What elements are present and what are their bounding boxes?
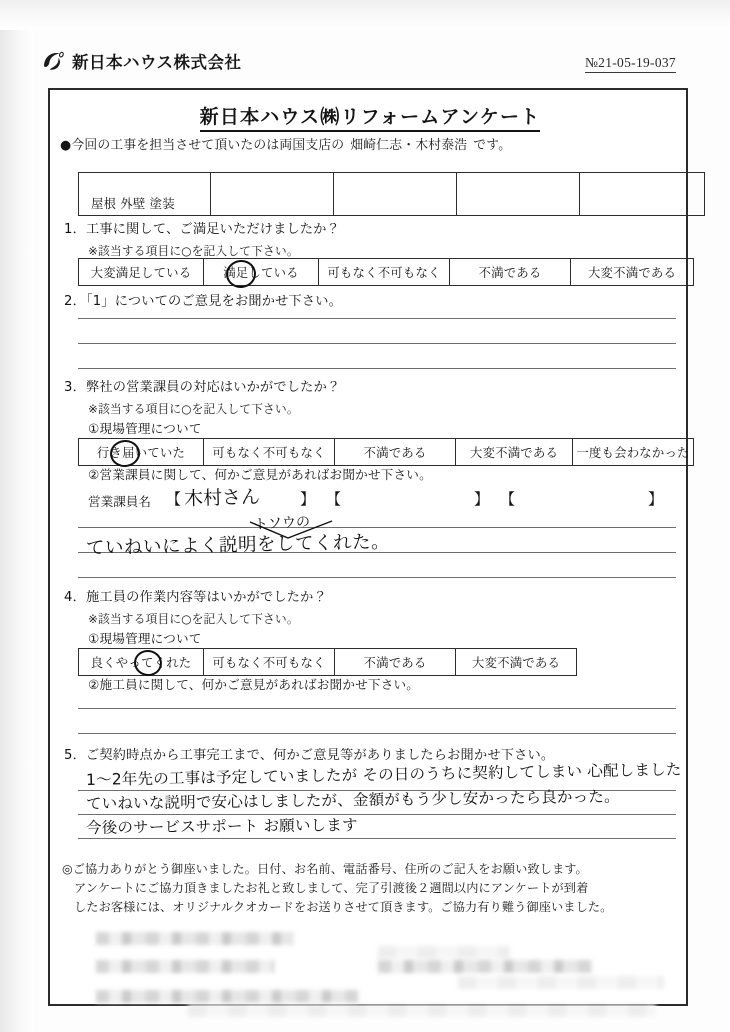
name-bracket-close-2: 】: [648, 490, 664, 508]
question-2-heading: 2．「1」についてのご意見をお聞かせ下さい。: [64, 294, 343, 309]
scan-shadow-left: [0, 0, 34, 1032]
redacted-bar-row1-b: [378, 946, 510, 959]
table-row: [79, 649, 577, 676]
q2-answer-line-0[interactable]: [78, 318, 676, 319]
q4-option-2[interactable]: 不満である: [335, 649, 456, 676]
redacted-personal-info: [78, 928, 678, 1020]
form-title: [50, 102, 690, 129]
footer-notice: [62, 860, 680, 917]
swoosh-logo-icon: [40, 48, 66, 74]
q1-option-2[interactable]: 可もなく不可もなく: [319, 259, 450, 286]
redacted-bar-row3-b: [188, 1004, 656, 1017]
name-field-0-value[interactable]: 木村さん: [183, 486, 261, 510]
name-bracket-open-2: 【: [500, 490, 516, 508]
name-bracket-open-0: 【: [166, 490, 182, 508]
work-type-cell-3[interactable]: [457, 173, 580, 216]
question-1-heading: 1．工事に関して、ご満足いただけましたか？: [64, 222, 341, 237]
footer-line-2: アンケートにご協力頂きましたお礼と致しまして、完了引渡後２週間以内にアンケートが到着: [74, 880, 589, 895]
table-row: [79, 439, 694, 466]
question-3-sub2: ②営業課員に関して、何かご意見があればお聞かせ下さい。: [88, 467, 432, 482]
q1-option-0[interactable]: 大変満足している: [79, 259, 204, 286]
name-bracket-close-1: 】: [474, 490, 490, 508]
masthead: [40, 48, 690, 82]
q3-option-0[interactable]: 行き届いていた: [79, 439, 204, 466]
document-number: №21-05-19-037: [585, 55, 676, 73]
redacted-bar-row2-a: [96, 960, 274, 973]
question-1-options: [78, 258, 694, 286]
q4-answer-line-1[interactable]: [78, 733, 676, 734]
question-1-note: ※該当する項目に○を記入して下さい。: [88, 244, 299, 258]
q3-option-1[interactable]: 可もなく不可もなく: [204, 439, 335, 466]
question-4-sub1: ①現場管理について: [88, 631, 202, 646]
question-4-sub2: ②施工員に関して、何かご意見があればお聞かせ下さい。: [88, 677, 420, 692]
staff-names: 畑崎仁志・木村泰浩: [350, 138, 468, 153]
form-frame: [48, 88, 688, 1006]
question-5-heading: 5．ご契約時点から工事完工まで、何かご意見等がありましたらお聞かせ下さい。: [64, 748, 555, 763]
work-type-cell-2[interactable]: [334, 173, 457, 216]
question-3-note: ※該当する項目に○を記入して下さい。: [88, 402, 299, 416]
work-type-cell-1[interactable]: [211, 173, 334, 216]
work-type-table: [78, 172, 705, 216]
table-row: [79, 259, 694, 286]
question-3-sub1: ①現場管理について: [88, 421, 202, 436]
q5-handwritten-line-0: 1～2年先の工事は予定していましたが その日のうちに契約してしまい 心配しました: [85, 760, 682, 789]
q1-option-4[interactable]: 大変不満である: [571, 259, 694, 286]
lead-suffix: です。: [473, 138, 512, 153]
footer-line-1: ◎ご協力ありがとう御座いました。日付、お名前、電話番号、住所のご記入をお願い致します。: [62, 862, 588, 876]
q4-option-0[interactable]: 良くやってくれた: [79, 649, 204, 676]
name-bracket-close-0: 】: [300, 490, 316, 508]
q4-option-1[interactable]: 可もなく不可もなく: [204, 649, 335, 676]
company-logo: [40, 48, 242, 74]
lead-prefix: 今回の工事を担当させて頂いたのは両国支店の: [71, 138, 345, 153]
footer-line-3: したお客様には、オリジナルクオカードをお送りさせて頂きます。ご協力有り難う御座いました。: [74, 899, 613, 914]
q2-answer-line-2[interactable]: [78, 368, 676, 369]
question-4-heading: 4．施工員の作業内容等はいかがでしたか？: [64, 590, 327, 605]
form-title-text: 新日本ハウス㈱リフォームアンケート: [200, 106, 541, 132]
q2-answer-line-1[interactable]: [78, 343, 676, 344]
q5-handwritten-line-2: 今後のサービスサポート お願いします: [85, 816, 358, 837]
name-bracket-open-1: 【: [326, 490, 342, 508]
redacted-bar-row2-c: [458, 976, 664, 989]
lead-bullet-icon: ●: [60, 138, 72, 153]
redacted-bar-row1-a: [96, 932, 294, 945]
redacted-bar-row3-a: [96, 990, 358, 1003]
scan-shadow-top: [0, 0, 730, 30]
q3-handwritten-answer: ていねいによく説明をしてくれた。: [85, 531, 391, 559]
redacted-bar-row2-b: [378, 960, 592, 973]
table-row: [79, 173, 705, 216]
company-name: 新日本ハウス株式会社: [72, 53, 242, 72]
question-4-note: ※該当する項目に○を記入して下さい。: [88, 612, 299, 626]
question-4-options: [78, 648, 577, 676]
q4-answer-line-0[interactable]: [78, 708, 676, 709]
question-3-heading: 3．弊社の営業課員の対応はいかがでしたか？: [64, 380, 341, 395]
q5-answer-line-2[interactable]: [78, 838, 676, 839]
q1-option-3[interactable]: 不満である: [450, 259, 571, 286]
work-type-cell-4[interactable]: [580, 173, 705, 216]
question-3-options: [78, 438, 694, 466]
q3-answer-line-2[interactable]: [78, 577, 676, 578]
q3-option-3[interactable]: 大変不満である: [456, 439, 573, 466]
sales-staff-name-label: 営業課員名: [88, 494, 151, 509]
q3-option-4[interactable]: 一度も会わなかった: [573, 439, 694, 466]
q3-option-2[interactable]: 不満である: [335, 439, 456, 466]
q3-handwritten-insert: トソウの: [253, 514, 311, 533]
lead-sentence: [60, 134, 685, 153]
sales-staff-name-row: [88, 486, 678, 512]
q1-option-1[interactable]: 満足している: [204, 259, 319, 286]
q4-option-3[interactable]: 大変不満である: [456, 649, 577, 676]
q5-handwritten-line-1: ていねいな説明で安心はしましたが、金額がもう少し安かったら良かった。: [85, 787, 620, 813]
work-type-cell-0[interactable]: 屋根 外壁 塗装: [79, 173, 211, 216]
